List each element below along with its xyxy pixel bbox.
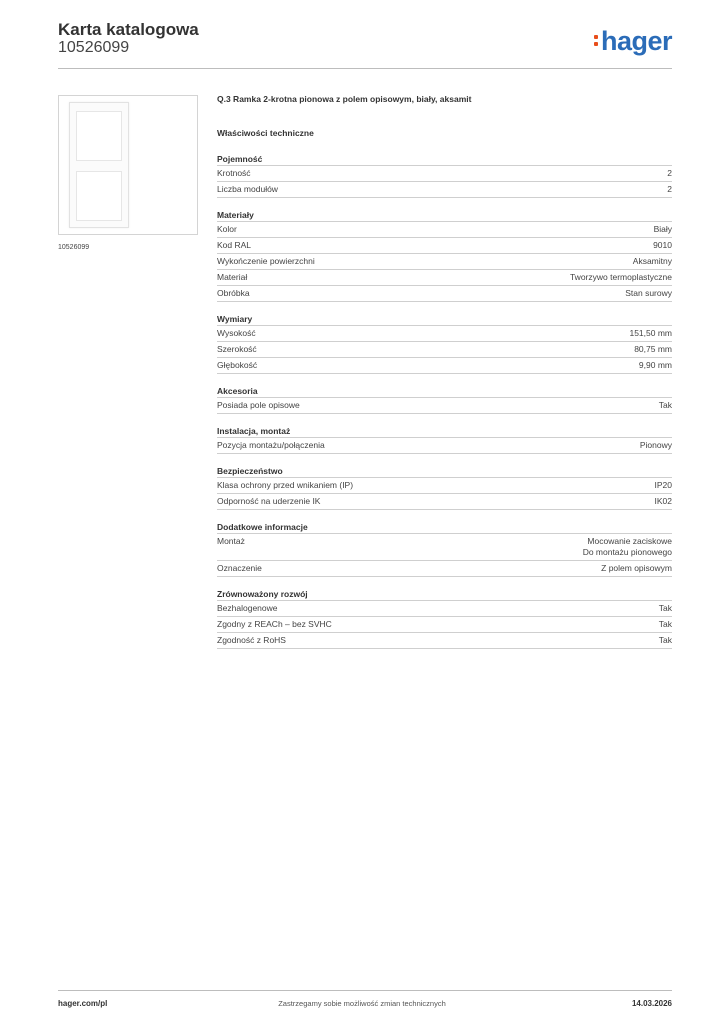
spec-value-line: Biały — [653, 224, 672, 234]
spec-group — [217, 589, 672, 649]
spec-label: Materiał — [217, 272, 248, 282]
spec-value-line: 80,75 mm — [634, 344, 672, 354]
spec-value-line: Tak — [658, 619, 672, 629]
spec-label: Bezhalogenowe — [217, 603, 278, 613]
spec-value — [659, 619, 672, 630]
spec-row — [217, 342, 672, 358]
spec-row — [217, 358, 672, 374]
frame-opening-bottom — [76, 171, 122, 221]
spec-value-line: 2 — [667, 184, 672, 194]
spec-value — [570, 272, 672, 283]
spec-value — [655, 480, 673, 491]
frame-illustration — [69, 102, 129, 228]
spec-value-line: Tak — [658, 635, 672, 645]
spec-value-line: IK02 — [654, 496, 672, 506]
footer-disclaimer: Zastrzegamy sobie możliwość zmian technicznych — [278, 999, 446, 1008]
spec-row — [217, 494, 672, 510]
spec-group — [217, 210, 672, 302]
section-title: Właściwości techniczne — [217, 128, 314, 138]
page-header — [58, 20, 672, 70]
spec-label: Kolor — [217, 224, 237, 234]
spec-label: Posiada pole opisowe — [217, 400, 300, 410]
spec-group — [217, 386, 672, 414]
spec-value — [634, 344, 672, 355]
spec-value-line: Tak — [658, 400, 672, 410]
product-image-caption: 10526099 — [58, 244, 90, 251]
spec-value-line: Do montażu pionowego — [582, 547, 672, 557]
spec-group — [217, 154, 672, 198]
spec-value-line: 2 — [667, 168, 672, 178]
spec-value-line: Aksamitny — [632, 256, 672, 266]
spec-group-title: Zrównoważony rozwój — [217, 589, 672, 601]
spec-label: Wysokość — [217, 328, 256, 338]
spec-groups — [217, 154, 672, 649]
spec-value — [640, 440, 672, 451]
spec-row — [217, 633, 672, 649]
spec-value-line: Tak — [658, 603, 672, 613]
spec-value — [633, 256, 672, 267]
footer-date: 14.03.2026 — [631, 999, 672, 1008]
frame-opening-top — [76, 111, 122, 161]
spec-group-title: Akcesoria — [217, 386, 672, 398]
spec-row — [217, 601, 672, 617]
spec-group-title: Wymiary — [217, 314, 672, 326]
spec-label: Obróbka — [217, 288, 250, 298]
spec-label: Zgodność z RoHS — [217, 635, 286, 645]
spec-value — [659, 603, 672, 614]
spec-value-line: 151,50 mm — [629, 328, 672, 338]
spec-group — [217, 426, 672, 454]
spec-group-title: Materiały — [217, 210, 672, 222]
spec-row — [217, 182, 672, 198]
footer-website: hager.com/pl — [58, 999, 108, 1008]
spec-value-line: IP20 — [654, 480, 672, 490]
spec-row — [217, 326, 672, 342]
spec-group-title: Instalacja, montaż — [217, 426, 672, 438]
spec-value — [654, 224, 672, 235]
spec-label: Szerokość — [217, 344, 257, 354]
spec-value — [639, 360, 672, 371]
spec-label: Wykończenie powierzchni — [217, 256, 315, 266]
spec-value-line: Z polem opisowym — [601, 563, 672, 573]
spec-label: Odporność na uderzenie IK — [217, 496, 321, 506]
spec-label: Oznaczenie — [217, 563, 262, 573]
spec-label: Montaż — [217, 536, 245, 546]
spec-row — [217, 534, 672, 561]
spec-row — [217, 617, 672, 633]
logo-text: hager — [600, 26, 672, 56]
spec-row — [217, 398, 672, 414]
page-subtitle: 10526099 — [58, 39, 130, 56]
spec-row — [217, 254, 672, 270]
hager-logo — [594, 26, 672, 57]
spec-value — [667, 184, 672, 195]
header-divider — [58, 68, 672, 69]
spec-label: Głębokość — [217, 360, 258, 370]
product-image — [58, 95, 198, 235]
spec-group — [217, 314, 672, 374]
spec-group-title: Bezpieczeństwo — [217, 466, 672, 478]
spec-row — [217, 270, 672, 286]
spec-group-title: Dodatkowe informacje — [217, 522, 672, 534]
spec-group — [217, 522, 672, 577]
spec-row — [217, 286, 672, 302]
logo-dots-icon — [594, 35, 599, 49]
spec-value — [659, 400, 672, 411]
spec-label: Klasa ochrony przed wnikaniem (IP) — [217, 480, 354, 490]
spec-row — [217, 561, 672, 577]
spec-label: Kod RAL — [217, 240, 252, 250]
spec-label: Pozycja montażu/połączenia — [217, 440, 325, 450]
spec-row — [217, 438, 672, 454]
page-title: Karta katalogowa — [58, 20, 199, 39]
spec-label: Krotność — [217, 168, 251, 178]
spec-value — [653, 240, 672, 251]
product-name: Q.3 Ramka 2-krotna pionowa z polem opisowym, biały, aksamit — [217, 94, 472, 104]
spec-value — [583, 536, 672, 558]
spec-row — [217, 238, 672, 254]
spec-value — [667, 168, 672, 179]
spec-row — [217, 166, 672, 182]
spec-label: Zgodny z REACh – bez SVHC — [217, 619, 332, 629]
spec-value — [629, 328, 672, 339]
spec-sheet — [217, 94, 672, 649]
spec-value — [601, 563, 672, 574]
spec-value — [625, 288, 672, 299]
spec-value-line: 9,90 mm — [638, 360, 672, 370]
spec-value-line: Pionowy — [639, 440, 672, 450]
spec-label: Liczba modułów — [217, 184, 278, 194]
spec-row — [217, 478, 672, 494]
footer-divider — [58, 990, 672, 991]
spec-value-line: Stan surowy — [625, 288, 672, 298]
spec-row — [217, 222, 672, 238]
spec-group — [217, 466, 672, 510]
spec-value — [659, 635, 672, 646]
spec-value-line: Tworzywo termoplastyczne — [569, 272, 672, 282]
spec-value-line: 9010 — [653, 240, 672, 250]
spec-group-title: Pojemność — [217, 154, 672, 166]
spec-value — [655, 496, 673, 507]
spec-value-line: Mocowanie zaciskowe — [587, 536, 672, 546]
